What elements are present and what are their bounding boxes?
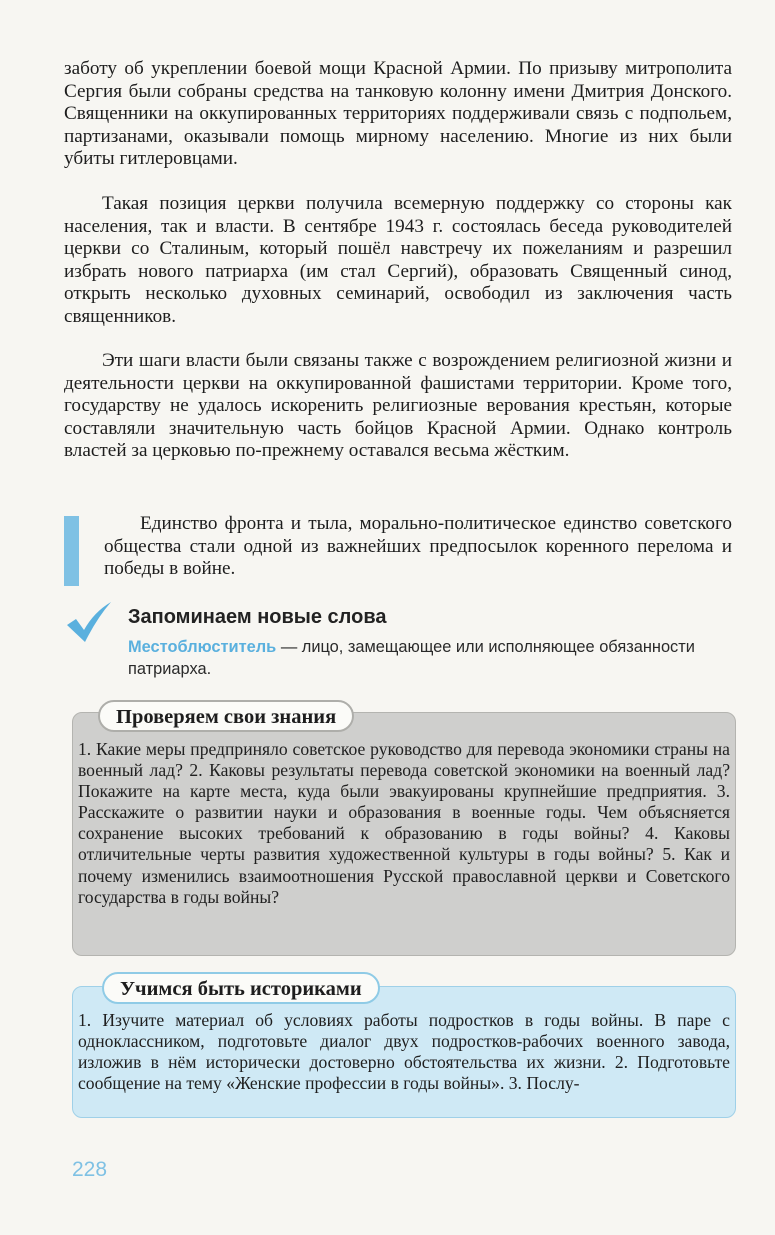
vocabulary-definition bbox=[128, 637, 736, 680]
vocabulary-title: Запоминаем новые слова bbox=[128, 606, 387, 628]
paragraph-2: Такая позиция церкви получила всемерную поддержку со стороны как населения, так и власти. В сентябре 1943 г. состоялась беседа руководителей церкви со Сталиным, который пошёл навстречу их пожеланиям и разрешил избрать нового патриарха (им стал Сергий), образовать Священный синод, открыть несколько духовных семинарий, освободил из заключения часть священников. bbox=[64, 193, 732, 327]
key-conclusion: Единство фронта и тыла, морально-политическое единство советского общества стали одной из важнейших предпосылок коренного перелома и победы в войне. bbox=[104, 513, 732, 580]
learn-historians-tasks: 1. Изучите материал об условиях работы подростков в годы войны. В паре с одноклассником, подготовьте диалог двух подростков-рабочих военного завода, изложив в нём исторически достоверно обстоятельства их жизни. 2. Подготовьте сообщение на тему «Женские профессии в годы войны». 3. Послу- bbox=[78, 1010, 730, 1094]
vocabulary-definition-text: — лицо, замещающее или исполняющее обязанности патриарха. bbox=[128, 638, 695, 678]
highlight-bar bbox=[64, 516, 79, 586]
learn-historians-title: Учимся быть историками bbox=[102, 972, 380, 1004]
page-number: 228 bbox=[72, 1158, 108, 1181]
check-knowledge-title: Проверяем свои знания bbox=[98, 700, 354, 732]
vocabulary-term: Местоблюститель bbox=[128, 638, 277, 656]
paragraph-3: Эти шаги власти были связаны также с возрождением религиозной жизни и деятельности церкви на оккупированной фашистами территории. Кроме того, государству не удалось искоренить религиозные верования крестьян, которые составляли значительную часть бойцов Красной Армии. Однако контроль властей за церковью по-прежнему оставался весьма жёстким. bbox=[64, 350, 732, 462]
checkmark-icon bbox=[64, 600, 114, 644]
paragraph-1: заботу об укреплении боевой мощи Красной Армии. По призыву митрополита Сергия были собраны средства на танковую колонну имени Дмитрия Донского. Священники на оккупированных территориях поддерживали связь с подпольем, партизанами, оказывали помощь мирному населению. Многие из них были убиты гитлеровцами. bbox=[64, 58, 732, 170]
check-knowledge-questions: 1. Какие меры предприняло советское руководство для перевода экономики страны на военный лад? 2. Каковы результаты перевода советской экономики на военный лад? Покажите на карте места, куда были эвакуированы крупнейшие предприятия. 3. Расскажите о развитии науки и образования в военные годы. Чем объясняется сохранение высоких требований к образованию в годы войны? 4. Каковы отличительные черты развития художественной культуры в годы войны? 5. Как и почему изменились взаимоотношения Русской православной церкви и Советского государства в годы войны? bbox=[78, 739, 730, 907]
